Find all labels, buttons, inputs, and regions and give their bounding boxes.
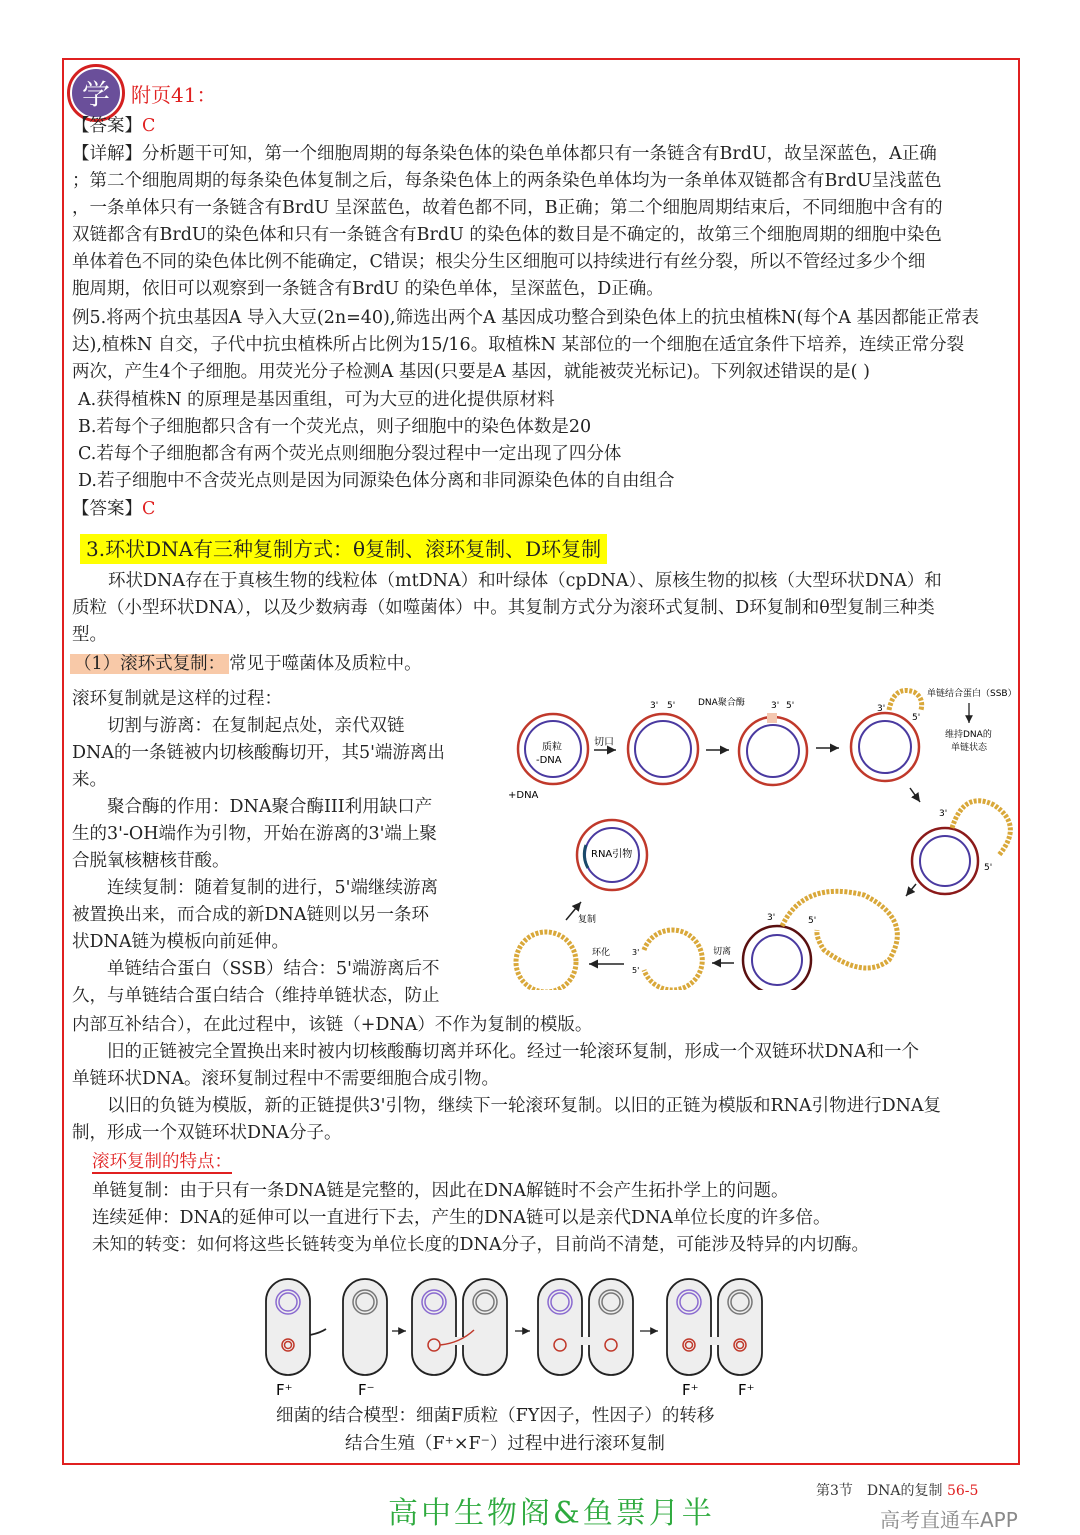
text-line: 单链复制：由于只有一条DNA链是完整的，因此在DNA解链时不会产生拓扑学上的问题。 <box>92 1181 789 1201</box>
process-continued <box>72 1012 941 1147</box>
svg-text:-DNA: -DNA <box>536 755 562 766</box>
sub-heading-label: （1）滚环式复制： <box>70 654 229 674</box>
text-line: 以旧的负链为模版，新的正链提供3'引物，继续下一轮滚环复制。以旧的正链为模版和RNA引物进行DNA复 <box>72 1096 942 1116</box>
svg-text:3': 3' <box>771 701 780 711</box>
text-line: 双链都含有BrdU的染色体和只有一条链含有BrdU 的染色体的数目是不确定的，故第三个细胞周期的细胞中染色 <box>72 225 942 245</box>
example-5 <box>72 305 979 386</box>
svg-text:环化: 环化 <box>592 948 611 958</box>
single-strand-circle <box>516 932 576 990</box>
intro-paragraph <box>72 568 942 649</box>
text-line: 单链结合蛋白（SSB）结合：5'端游离后不 <box>72 959 440 979</box>
answer-2 <box>72 496 155 523</box>
svg-text:复制: 复制 <box>578 915 597 925</box>
text-line: 被置换出来，而合成的新DNA链则以另一条环 <box>72 905 429 925</box>
svg-text:RNA引物: RNA引物 <box>591 849 633 860</box>
page-number: 56-5 <box>946 1483 979 1499</box>
text-line: C.若每个子细胞都含有两个荧光点则细胞分裂过程中一定出现了四分体 <box>78 444 622 464</box>
text-line: A.获得植株N 的原理是基因重组，可为大豆的进化提供原材料 <box>78 390 555 410</box>
answer-label: 【答案】 <box>72 116 142 136</box>
svg-text:切口: 切口 <box>594 737 614 748</box>
text-line: 胞周期，依旧可以观察到一条链含有BrdU 的染色单体，呈深蓝色，D正确。 <box>72 279 664 299</box>
features-title <box>92 1149 232 1176</box>
svg-text:单链状态: 单链状态 <box>951 743 988 753</box>
svg-text:5': 5' <box>808 916 817 926</box>
page-title: 附页41： <box>131 83 217 107</box>
svg-text:DNA聚合酶: DNA聚合酶 <box>698 698 745 708</box>
text-line: 连续延伸：DNA的延伸可以一直进行下去，产生的DNA链可以是亲代DNA单位长度的许多倍。 <box>92 1208 831 1228</box>
figure-caption-1: 细菌的结合模型：细菌F质粒（FY因子，性因子）的转移 <box>276 1406 715 1426</box>
label-f-plus: F⁺ <box>276 1381 293 1399</box>
svg-text:5': 5' <box>667 701 676 711</box>
text-line: 滚环复制就是这样的过程： <box>72 689 282 709</box>
answer-value: C <box>142 499 156 519</box>
text-line: DNA的一条链被内切核酸酶切开，其5'端游离出 <box>72 743 445 763</box>
text-line: 未知的转变：如何将这些长链转变为单位长度的DNA分子，目前尚不清楚，可能涉及特异的内切酶。 <box>92 1235 869 1255</box>
label-f-minus: F⁻ <box>358 1381 375 1399</box>
text-line: D.若子细胞中不含荧光点则是因为同源染色体分离和非同源染色体的自由组合 <box>78 471 675 491</box>
answer-label: 【答案】 <box>72 499 142 519</box>
cut-strand <box>632 930 702 990</box>
text-line: 旧的正链被完全置换出来时被内切核酸酶切离并环化。经过一轮滚环复制，形成一个双链环状DNA和一个 <box>72 1042 919 1062</box>
text-line: 连续复制：随着复制的进行，5'端继续游离 <box>72 878 438 898</box>
text-line: 例5.将两个抗虫基因A 导入大豆(2n=40),筛选出两个A 基因成功整合到染色体上的抗虫植株N(每个A 基因都能正常表 <box>72 308 979 328</box>
features-title-text: 滚环复制的特点： <box>92 1152 232 1172</box>
svg-text:5': 5' <box>984 863 993 873</box>
svg-text:3': 3' <box>650 701 659 711</box>
rna-primer-circle <box>577 820 647 890</box>
text-line: ，一条单体只有一条链含有BrdU 呈深蓝色，故着色都不同，B正确；第二个细胞周期结束后，不同细胞中含有的 <box>72 198 943 218</box>
text-line: 生的3'-OH端作为引物，开始在游离的3'端上聚 <box>72 824 437 844</box>
text-line: ；第二个细胞周期的每条染色体复制之后，每条染色体上的两条染色单体均为一条单体双链都含有BrdU呈浅蓝色 <box>72 171 942 191</box>
svg-text:5': 5' <box>632 966 640 975</box>
xue-logo-icon: 学 <box>67 64 125 122</box>
text-line: 单链环状DNA。滚环复制过程中不需要细胞合成引物。 <box>72 1069 499 1089</box>
footer-section-text: 第3节 DNA的复制 <box>816 1483 943 1499</box>
text-line: 环状DNA存在于真核生物的线粒体（mtDNA）和叶绿体（cpDNA）、原核生物的拟核（大型环状DNA）和 <box>108 571 942 591</box>
features-list <box>92 1178 869 1259</box>
rolling-circle-diagram <box>484 680 1025 990</box>
svg-text:切离: 切离 <box>713 947 732 957</box>
text-line: B.若每个子细胞都只含有一个荧光点，则子细胞中的染色体数是20 <box>78 417 592 437</box>
svg-text:质粒: 质粒 <box>542 742 562 753</box>
plasmid-circle <box>508 714 588 801</box>
label-f-plus: F⁺ <box>682 1381 699 1399</box>
figure-caption-2: 结合生殖（F⁺×F⁻）过程中进行滚环复制 <box>345 1434 665 1454</box>
text-line: 来。 <box>72 770 107 790</box>
label-f-plus: F⁺ <box>738 1381 755 1399</box>
svg-text:3': 3' <box>939 809 948 819</box>
svg-text:维持DNA的: 维持DNA的 <box>945 730 992 740</box>
footer-section <box>816 1480 978 1500</box>
text-line: 久，与单链结合蛋白结合（维持单链状态，防止 <box>72 986 440 1006</box>
svg-text:3': 3' <box>632 948 640 957</box>
ssb-circle <box>851 687 1017 781</box>
svg-text:3': 3' <box>767 913 776 923</box>
nicked-circle <box>628 701 698 784</box>
text-line: 状DNA链为模板向前延伸。 <box>72 932 289 952</box>
svg-text:5': 5' <box>786 701 795 711</box>
answer-1 <box>72 113 155 140</box>
svg-text:+DNA: +DNA <box>508 790 539 801</box>
long-tail-circle <box>743 891 897 990</box>
watermark: 高考直通车APP <box>880 1508 1018 1532</box>
text-line: 切割与游离：在复制起点处，亲代双链 <box>72 716 405 736</box>
polymerase-circle <box>698 696 807 785</box>
text-line: 合脱氧核糖核苷酸。 <box>72 851 230 871</box>
text-line: 单体着色不同的染色体比例不能确定，C错误；根尖分生区细胞可以持续进行有丝分裂，所以不管经过多少个细 <box>72 252 926 272</box>
text-line: 型。 <box>72 625 107 645</box>
sub-heading <box>70 651 422 678</box>
text-line: 质粒（小型环状DNA），以及少数病毒（如噬菌体）中。其复制方式分为滚环式复制、D环复制和θ型复制三种类 <box>72 598 935 618</box>
elongating-circle <box>912 801 1010 894</box>
text-line: 内部互补结合），在此过程中，该链（+DNA）不作为复制的模版。 <box>72 1015 593 1035</box>
conjugation-diagram <box>260 1275 780 1400</box>
options <box>78 387 674 495</box>
sub-heading-text: 常见于噬菌体及质粒中。 <box>229 654 422 674</box>
footer-brand: 高中生物阁&鱼票月半 <box>388 1496 715 1531</box>
text-line: 聚合酶的作用：DNA聚合酶III利用缺口产 <box>72 797 433 817</box>
svg-text:单链结合蛋白（SSB）: 单链结合蛋白（SSB） <box>927 689 1017 699</box>
explanation <box>72 141 943 303</box>
answer-value: C <box>142 116 156 136</box>
svg-text:5': 5' <box>912 713 921 723</box>
section-heading: 3.环状DNA有三种复制方式：θ复制、滚环复制、D环复制 <box>80 534 607 564</box>
process-description <box>72 686 445 1010</box>
svg-text:3': 3' <box>877 704 886 714</box>
text-line: 制，形成一个双链环状DNA分子。 <box>72 1123 342 1143</box>
text-line: 【详解】分析题干可知，第一个细胞周期的每条染色体的染色单体都只有一条链含有BrdU，故呈深蓝色，A正确 <box>72 144 937 164</box>
text-line: 两次，产生4个子细胞。用荧光分子检测A 基因(只要是A 基因，就能被荧光标记)。下列叙述错误的是( ) <box>72 362 870 382</box>
text-line: 达),植株N 自交，子代中抗虫植株所占比例为15/16。取植株N 某部位的一个细胞在适宜条件下培养，连续正常分裂 <box>72 335 965 355</box>
